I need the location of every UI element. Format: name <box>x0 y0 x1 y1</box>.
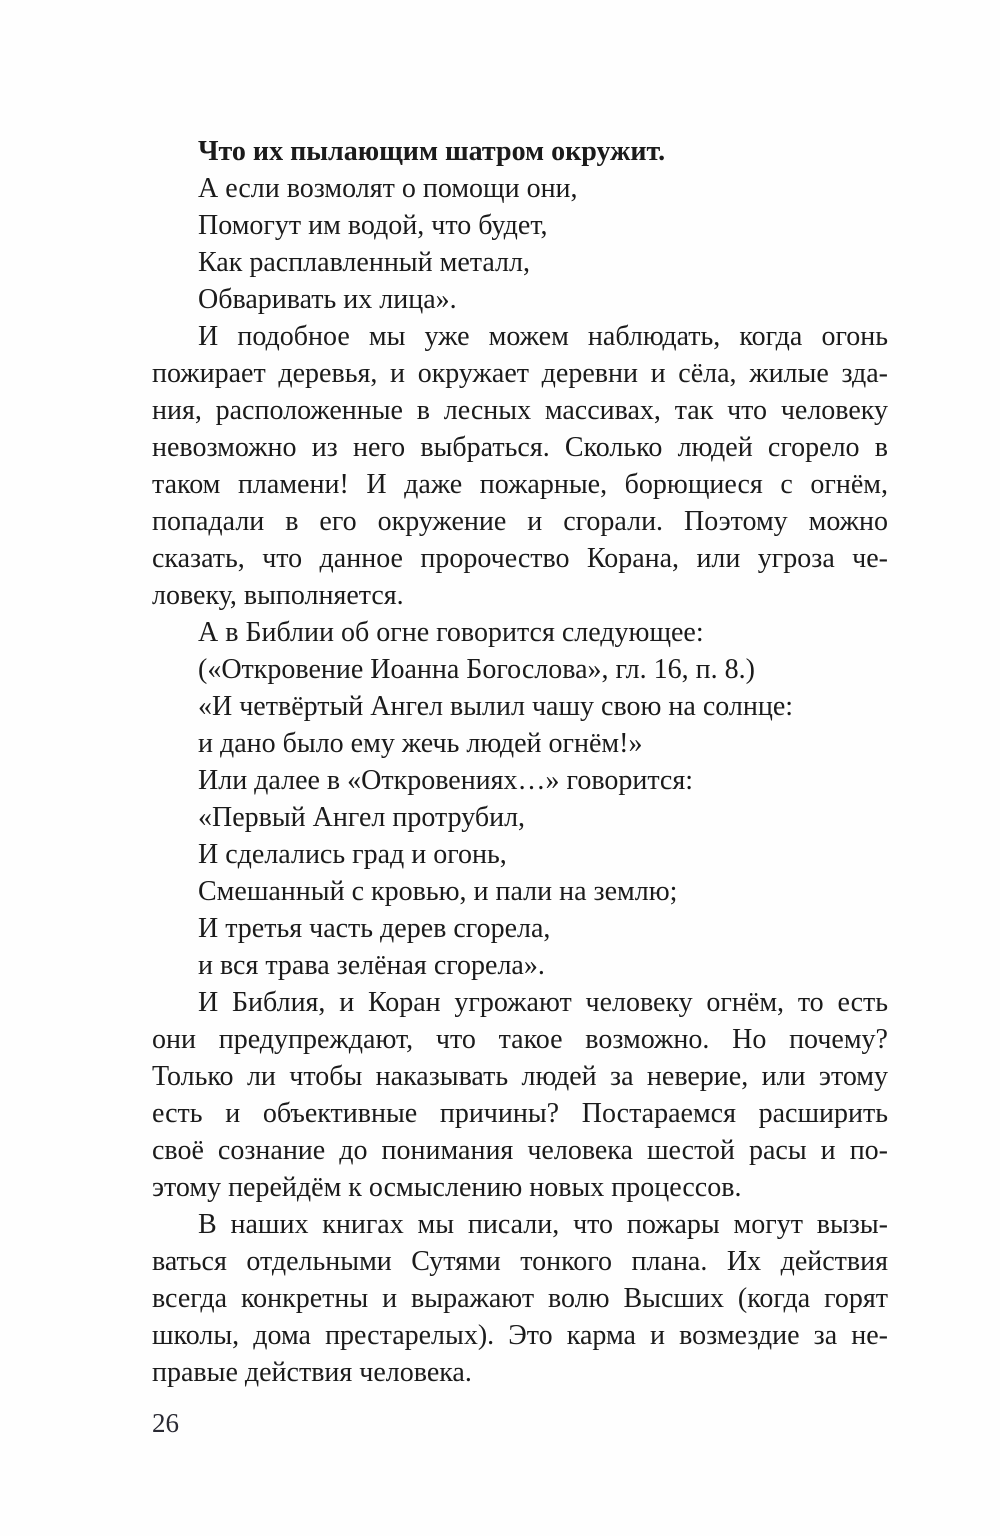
paragraph-line: И подобное мы уже можем наблюдать, когда огонь <box>198 321 888 352</box>
paragraph-line: ния, расположенные в лесных массивах, так что человеку <box>152 395 888 426</box>
text-block <box>152 133 888 1391</box>
paragraph-line: И Библия, и Коран угрожают человеку огнём, то есть <box>198 987 888 1018</box>
verse-line: А если возмолят о помощи они, <box>198 173 578 204</box>
verse-line: Как расплавленный металл, <box>198 247 530 278</box>
verse-line: Смешанный с кровью, и пали на землю; <box>198 876 678 907</box>
verse-line: Обваривать их лица». <box>198 284 457 315</box>
paragraph-line: таком пламени! И даже пожарные, борющиеся с огнём, <box>152 469 888 500</box>
paragraph-line: они предупреждают, что такое возможно. Но почему? <box>152 1024 888 1055</box>
paragraph-line: ваться отдельными Сутями тонкого плана. Их действия <box>152 1246 888 1277</box>
paragraph-line: ловеку, выполняется. <box>152 580 404 611</box>
verse-line: и вся трава зелёная сгорела». <box>198 950 545 981</box>
paragraph-line: сказать, что данное пророчество Корана, или угроза че- <box>152 543 888 574</box>
verse-line: И третья часть дерев сгорела, <box>198 913 551 944</box>
paragraph-line: своё сознание до понимания человека шестой расы и по- <box>152 1135 888 1166</box>
paragraph-line: попадали в его окружение и сгорали. Поэтому можно <box>152 506 888 537</box>
verse-line: А в Библии об огне говорится следующее: <box>198 617 704 648</box>
paragraph-line: Только ли чтобы наказывать людей за неверие, или этому <box>152 1061 888 1092</box>
paragraph-line: школы, дома престарелых). Это карма и возмездие за не- <box>152 1320 888 1351</box>
paragraph-line: всегда конкретны и выражают волю Высших (когда горят <box>152 1283 888 1314</box>
paragraph-line: правые действия человека. <box>152 1357 472 1388</box>
page-number: 26 <box>152 1408 179 1438</box>
verse-line: и дано было ему жечь людей огнём!» <box>198 728 643 759</box>
paragraph-line: невозможно из него выбраться. Сколько людей сгорело в <box>152 432 888 463</box>
paragraph-line: есть и объективные причины? Постараемся расширить <box>152 1098 888 1129</box>
verse-line: Или далее в «Откровениях…» говорится: <box>198 765 694 796</box>
verse-line: Помогут им водой, что будет, <box>198 210 548 241</box>
paragraph-line: пожирает деревья, и окружает деревни и сёла, жилые зда- <box>152 358 888 389</box>
verse-line: «Первый Ангел протрубил, <box>198 802 526 833</box>
verse-line: «И четвёртый Ангел вылил чашу свою на солнце: <box>198 691 794 722</box>
verse-line: И сделались град и огонь, <box>198 839 507 870</box>
paragraph-line: этому перейдём к осмыслению новых процессов. <box>152 1172 742 1203</box>
paragraph-line: В наших книгах мы писали, что пожары могут вызы- <box>198 1209 888 1240</box>
verse-line: («Откровение Иоанна Богослова», гл. 16, п. 8.) <box>198 654 755 685</box>
verse-line: Что их пылающим шатром окружит. <box>198 136 666 167</box>
